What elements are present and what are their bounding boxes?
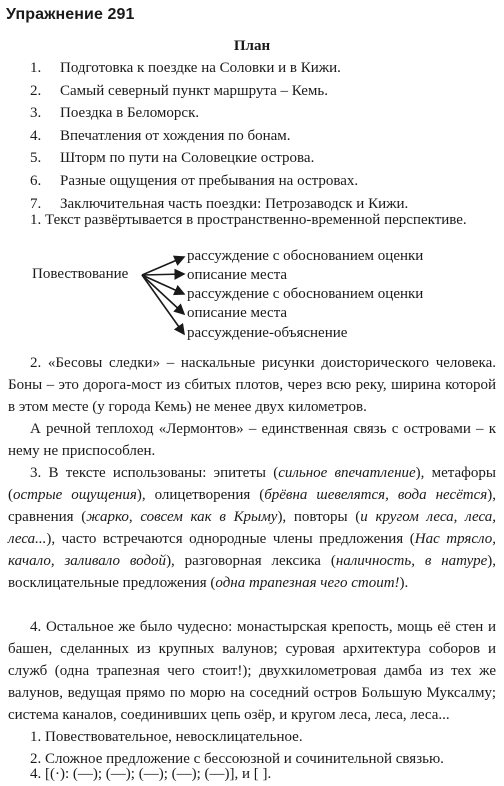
plan-item	[30, 170, 500, 193]
paragraph-text-structure: 1. Текст развёртывается в пространственно-временной перспективе.	[30, 212, 467, 228]
plan-item	[30, 125, 500, 148]
diagram-branch: рассуждение с обоснованием оценки	[187, 248, 424, 264]
devices-example: сильное впечатление	[278, 465, 416, 481]
devices-text: ), повторы (	[277, 509, 361, 525]
plan-item-number: 7.	[30, 195, 42, 212]
plan-item	[30, 147, 500, 170]
diagram-branch: рассуждение с обоснованием оценки	[187, 286, 424, 302]
paragraph-devices	[8, 462, 496, 594]
diagram-arrow	[142, 274, 184, 275]
devices-text: ).	[399, 575, 409, 591]
plan-item-number: 4.	[30, 127, 42, 144]
plan-item-text: Впечатления от хождения по бонам.	[60, 127, 291, 144]
plan-item-number: 1.	[30, 60, 42, 76]
devices-example: Нас трясло, качало, заливало водой	[8, 531, 496, 569]
plan-item-number: 5.	[30, 150, 42, 167]
devices-text: ), восклицательные предложения (	[8, 553, 496, 591]
plan-item	[30, 102, 500, 125]
diagram-arrow	[142, 275, 184, 314]
plan-item	[30, 80, 500, 103]
diagram-arrows	[140, 250, 188, 346]
paragraph-glossary: 2. «Бесовы следки» – наскальные рисунки доисторического человека. Боны – это дорога-мост из сбитых плотов, через всю реку, ширина которой в этом месте (у города Кемь) не менее двух километров.	[8, 355, 496, 415]
paragraph-monastery: 4. Остальное же было чудесно: монастырская крепость, мощь её стен и башен, сделанных из крупных валунов; суровая архитектура соборов и служб (одна трапезная чего стоит!); двухкилометровая дамба из тех же валунов, ведущая прямо по морю на соседний остров Большую Муксалму; система каналов, соединивших цепь озёр, и кругом леса, леса, леса...	[8, 619, 496, 723]
plan-item-number: 6.	[30, 172, 42, 189]
devices-example: брёвна шевелятся, вода несётся	[264, 487, 488, 503]
plan-item-text: Поездка в Беломорск.	[60, 105, 200, 122]
diagram-arrow	[142, 257, 184, 275]
plan-item-text: Шторм по пути на Соловецкие острова.	[60, 150, 315, 167]
plan-item-text: Заключительная часть поездки: Петрозаводск и Кижи.	[60, 195, 409, 212]
devices-example: острые ощущения	[13, 487, 137, 503]
plan-item-text: Разные ощущения от пребывания на островах.	[60, 172, 359, 189]
answer-line: 1. Повествовательное, невосклицательное.	[30, 729, 303, 745]
devices-text: ), разговорная лексика (	[166, 553, 336, 569]
devices-example: наличность, в натуре	[335, 553, 488, 569]
devices-text: ), часто встречаются однородные члены предложения (	[46, 531, 415, 547]
answer-line: 2. Сложное предложение с бессоюзной и сочинительной связью.	[30, 751, 444, 767]
plan-item-number: 3.	[30, 105, 42, 122]
paragraph-steamship: А речной теплоход «Лермонтов» – единственная связь с островами – к нему не приспособлен.	[8, 421, 496, 459]
plan-item	[30, 57, 500, 80]
devices-example: и кругом леса, леса, леса...	[8, 509, 496, 547]
exercise-heading: Упражнение 291	[6, 6, 135, 23]
devices-text: ), сравнения (	[8, 487, 497, 525]
devices-text: ), олицетворения (	[136, 487, 265, 503]
diagram-branch: рассуждение-объяснение	[187, 325, 348, 341]
diagram-root-label: Повествование	[32, 266, 129, 282]
plan-list	[30, 57, 500, 215]
diagram-branch: описание места	[187, 267, 288, 283]
devices-example: одна трапезная чего стоит!	[215, 575, 400, 591]
devices-text: ), метафоры (	[8, 465, 496, 503]
plan-item-number: 2.	[30, 82, 42, 99]
answer-line: 4. [(·): (—); (—); (—); (—); (—)], и [ ].	[30, 766, 272, 782]
plan-item-text: Подготовка к поездке на Соловки и в Кижи.	[60, 60, 341, 76]
plan-title: План	[233, 38, 271, 54]
devices-example: жарко, совсем как в Крыму	[86, 509, 278, 525]
plan-item-text: Самый северный пункт маршрута – Кемь.	[60, 82, 328, 99]
devices-text: 3. В тексте использованы: эпитеты (	[30, 465, 279, 481]
diagram-branch: описание места	[187, 305, 288, 321]
